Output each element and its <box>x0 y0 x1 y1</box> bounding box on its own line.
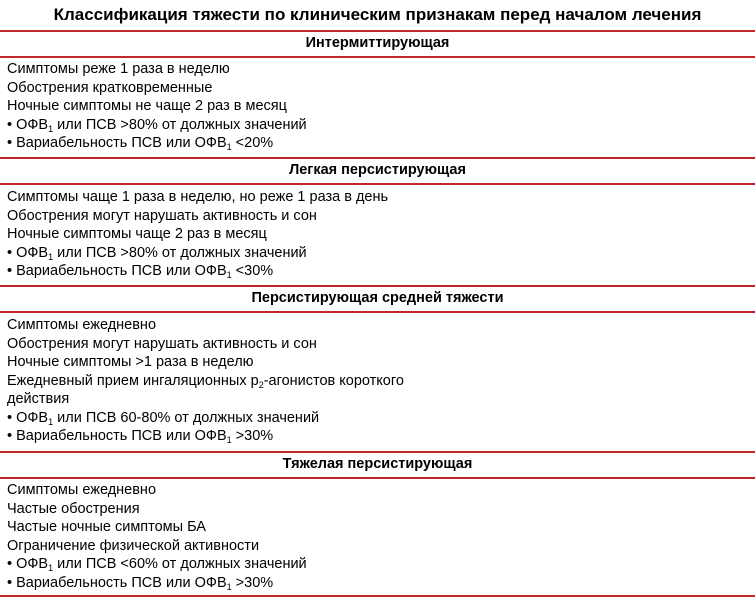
criteria-line: Ограничение физической активности <box>7 537 260 554</box>
document-title: Классификация тяжести по клиническим признакам перед началом лечения <box>53 5 702 24</box>
criteria-line: Симптомы реже 1 раза в неделю <box>7 61 230 77</box>
criteria-bullet: • $ОФВ_1$ или ПСВ >80% от должных значений <box>7 116 307 134</box>
section-body-severe-persistent <box>7 481 307 592</box>
criteria-bullet: • $ОФВ_1$ или ПСВ <60% от должных значений <box>7 556 307 573</box>
criteria-bullet: • Вариабельность ПСВ или $ОФВ_1 <20\%$ <box>7 135 274 152</box>
criteria-bullet: • $ОФВ_1$ или ПСВ >80% от должных значений <box>7 244 307 262</box>
divider <box>0 477 755 479</box>
section-header-moderate-persistent: Персистирующая средней тяжести <box>251 290 504 306</box>
criteria-line: Обострения могут нарушать активность и сон <box>7 335 317 352</box>
section-header-mild-persistent: Легкая персистирующая <box>289 162 466 178</box>
divider <box>0 183 755 185</box>
criteria-line: Обострения кратковременные <box>7 79 213 96</box>
section-body-intermittent <box>7 60 307 153</box>
section-header-intermittent: Интермиттирующая <box>305 35 450 51</box>
criteria-line: Симптомы чаще 1 раза в неделю, но реже 1 раза в день <box>7 189 389 205</box>
criteria-line: Ночные симптомы >1 раза в неделю <box>7 354 254 370</box>
criteria-line: Ежедневный прием ингаляционных $р_2$-агонистов короткого <box>7 372 404 390</box>
criteria-line: Ночные симптомы чаще 2 раз в месяц <box>7 226 267 242</box>
criteria-line: Обострения могут нарушать активность и сон <box>7 207 317 224</box>
criteria-line: Частые обострения <box>7 500 140 517</box>
divider <box>0 311 755 313</box>
criteria-line: Симптомы ежедневно <box>7 317 157 333</box>
criteria-line: Частые ночные симптомы БА <box>7 519 206 535</box>
criteria-line: Симптомы ежедневно <box>7 482 157 498</box>
criteria-bullet: • Вариабельность ПСВ или $ОФВ_1 >30\%$ <box>7 574 274 592</box>
section-header-severe-persistent: Тяжелая персистирующая <box>282 456 473 472</box>
criteria-bullet: • $ОФВ_1$ или ПСВ 60-80% от должных значений <box>7 409 320 427</box>
section-body-mild-persistent <box>7 188 388 281</box>
criteria-bullet: • Вариабельность ПСВ или $ОФВ_1 >30\%$ <box>7 428 274 445</box>
criteria-line: Ночные симптомы не чаще 2 раз в месяц <box>7 98 287 114</box>
criteria-line: действия <box>7 391 70 407</box>
divider <box>0 56 755 58</box>
section-body-moderate-persistent <box>7 316 404 446</box>
criteria-bullet: • Вариабельность ПСВ или $ОФВ_1 <30\%$ <box>7 263 274 280</box>
